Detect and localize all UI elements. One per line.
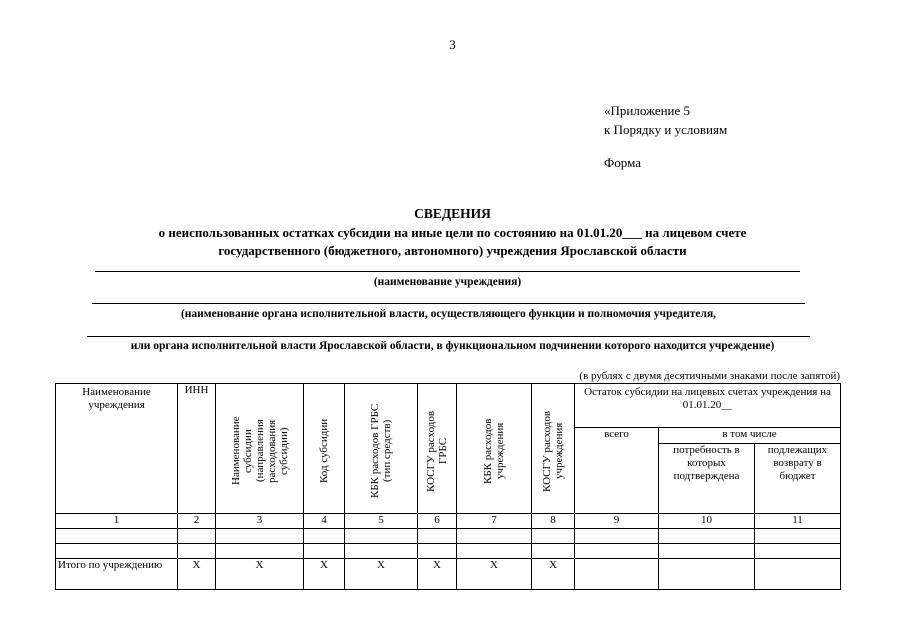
- column-number: 7: [457, 514, 532, 529]
- column-number: 3: [216, 514, 304, 529]
- table-row: [56, 529, 841, 544]
- annex-line-1: «Приложение 5: [604, 103, 691, 118]
- column-number: 10: [659, 514, 755, 529]
- header-kbk-institution: КБК расходов учреждения: [457, 384, 532, 514]
- document-title: СВЕДЕНИЯ: [414, 206, 491, 221]
- total-cell-empty: [659, 559, 755, 590]
- header-including: в том числе: [659, 428, 841, 444]
- header-kosgu-grbs: КОСГУ расходов ГРБС: [418, 384, 457, 514]
- institution-fill-line: [95, 271, 800, 272]
- header-to-return: подлежащих возврату в бюджет: [755, 444, 841, 514]
- authority-fill-line: [92, 303, 805, 304]
- page-number: 3: [449, 37, 456, 52]
- form-label: Форма: [604, 155, 641, 170]
- report-table: [55, 383, 841, 590]
- total-cell-empty: [575, 559, 659, 590]
- total-cell-x: X: [345, 559, 418, 590]
- document-subtitle: [80, 224, 825, 260]
- annex-line-2: к Порядку и условиям: [604, 122, 728, 137]
- authority-cont-caption: или органа исполнительной власти Ярославской области, в функциональном подчинении которого находится учреждение): [130, 340, 775, 352]
- total-cell-x: X: [418, 559, 457, 590]
- total-cell-x: X: [532, 559, 575, 590]
- table-row: [56, 544, 841, 559]
- column-number: 4: [304, 514, 345, 529]
- units-note: (в рублях с двумя десятичными знаками после запятой): [579, 370, 840, 382]
- institution-caption: (наименование учреждения): [373, 276, 522, 288]
- subtitle-line-1: о неиспользованных остатках субсидии на иные цели по состоянию на 01.01.20___ на лицевом счете: [158, 225, 747, 240]
- column-number: 1: [56, 514, 178, 529]
- column-number: 6: [418, 514, 457, 529]
- total-cell-x: X: [178, 559, 216, 590]
- header-kbk-grbs: КБК расходов ГРБС (тип средств): [345, 384, 418, 514]
- subtitle-line-2: государственного (бюджетного, автономного) учреждения Ярославской области: [218, 243, 687, 258]
- column-number: 5: [345, 514, 418, 529]
- total-row: [56, 559, 841, 590]
- annex-reference: [604, 101, 727, 139]
- header-inn: ИНН: [178, 384, 216, 514]
- column-number-row: [56, 514, 841, 529]
- column-number: 2: [178, 514, 216, 529]
- header-institution-name: Наименование учреждения: [56, 384, 178, 514]
- column-number: 11: [755, 514, 841, 529]
- column-number: 9: [575, 514, 659, 529]
- authority-caption: (наименование органа исполнительной власти, осуществляющего функции и полномочия учредителя,: [180, 308, 717, 320]
- header-confirmed-need: потребность в которых подтверждена: [659, 444, 755, 514]
- header-row-1: [56, 384, 841, 428]
- authority-cont-fill-line: [87, 336, 810, 337]
- header-subsidy-code: Код субсидии: [304, 384, 345, 514]
- total-cell-empty: [755, 559, 841, 590]
- total-cell-x: X: [304, 559, 345, 590]
- header-total: всего: [575, 428, 659, 514]
- total-cell-x: X: [216, 559, 304, 590]
- total-row-label: Итого по учреждению: [56, 559, 178, 590]
- column-number: 8: [532, 514, 575, 529]
- header-balance-group: Остаток субсидии на лицевых счетах учреждения на 01.01.20__: [575, 384, 841, 428]
- header-subsidy-name: Наименование субсидии (направления расходования субсидии): [216, 384, 304, 514]
- total-cell-x: X: [457, 559, 532, 590]
- header-kosgu-institution: КОСГУ расходов учреждения: [532, 384, 575, 514]
